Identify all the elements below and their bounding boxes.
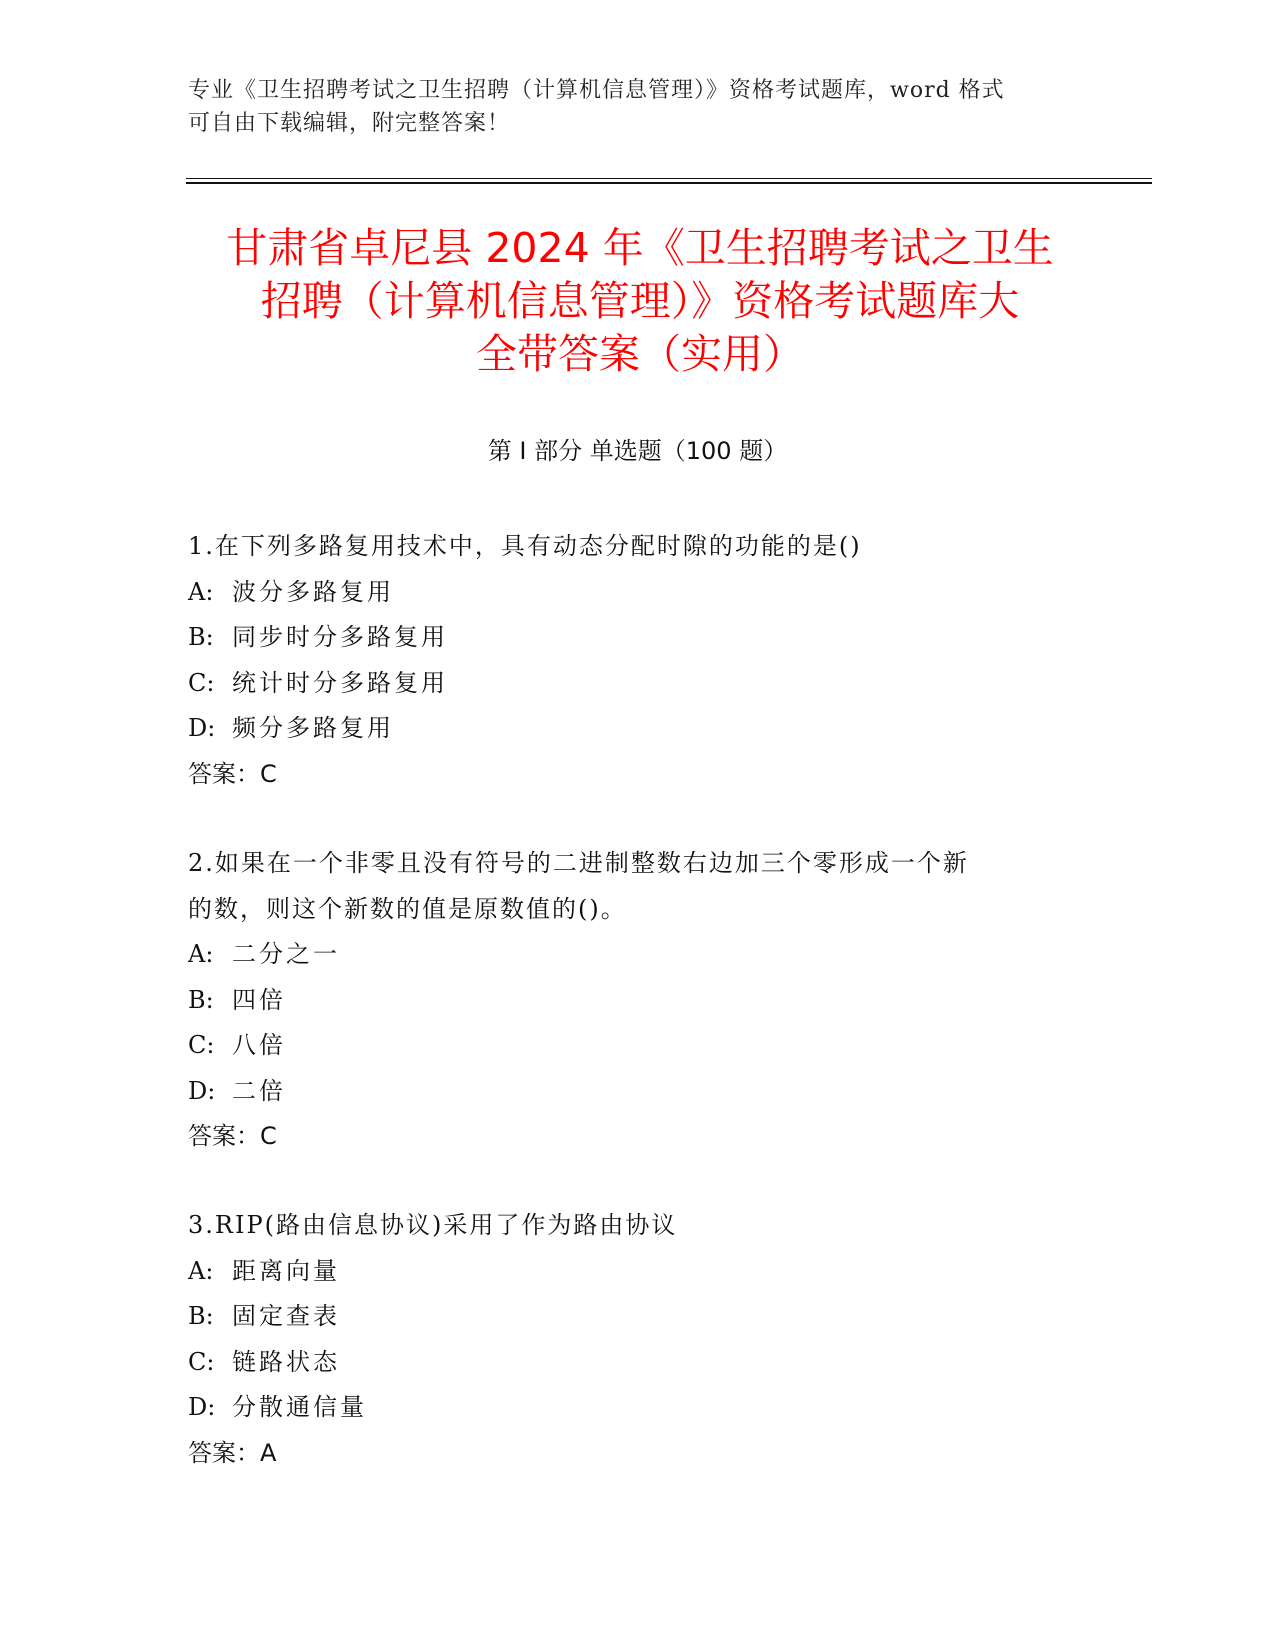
option-a [188, 570, 1088, 616]
option-key: C: [188, 668, 215, 697]
question-3 [188, 1203, 1088, 1476]
option-d [188, 1385, 1088, 1431]
header-note-line-1: 专业《卫生招聘考试之卫生招聘（计算机信息管理）》资格考试题库，word 格式 [188, 78, 1005, 103]
option-d [188, 706, 1088, 752]
document-title [160, 222, 1120, 381]
answer-line: 答案：A [188, 1438, 277, 1467]
section-title: 第 I 部分 单选题（100 题） [487, 437, 788, 465]
option-text: 二分之一 [232, 940, 340, 968]
header-note [188, 74, 1088, 140]
option-text: 链路状态 [232, 1347, 340, 1376]
question-stem: 3.RIP(路由信息协议)采用了作为路由协议 [188, 1211, 678, 1239]
option-key: D: [188, 1076, 216, 1105]
option-text: 八倍 [232, 1031, 286, 1059]
option-b [188, 1294, 1088, 1340]
option-key: C: [188, 1347, 215, 1376]
option-key: D: [188, 1393, 216, 1421]
option-b [188, 615, 1088, 661]
option-key: A: [188, 940, 214, 968]
option-text: 分散通信量 [232, 1393, 367, 1421]
option-text: 距离向量 [232, 1256, 340, 1285]
option-key: C: [188, 1031, 215, 1059]
question-stem: 2.如果在一个非零且没有符号的二进制整数右边加三个零形成一个新 [188, 849, 969, 877]
option-text: 固定查表 [232, 1302, 340, 1330]
question-stem-continued: 的数，则这个新数的值是原数值的()。 [188, 894, 627, 923]
question-1 [188, 524, 1088, 797]
option-c [188, 1023, 1088, 1069]
option-text: 同步时分多路复用 [232, 623, 448, 651]
document-title-line-2: 招聘（计算机信息管理）》资格考试题库大 [260, 277, 1020, 325]
option-text: 统计时分多路复用 [232, 668, 448, 697]
option-key: B: [188, 985, 214, 1014]
option-c [188, 1340, 1088, 1386]
option-text: 四倍 [232, 985, 286, 1014]
option-key: A: [188, 577, 214, 606]
option-text: 波分多路复用 [232, 577, 394, 606]
option-a [188, 1249, 1088, 1295]
option-d [188, 1069, 1088, 1115]
answer-line: 答案：C [188, 759, 277, 788]
document-title-line-3: 全带答案（实用） [476, 330, 804, 378]
document-title-line-1: 甘肃省卓尼县 2024 年《卫生招聘考试之卫生 [226, 224, 1054, 272]
answer-line: 答案：C [188, 1122, 277, 1150]
option-text: 频分多路复用 [232, 714, 394, 742]
option-text: 二倍 [232, 1076, 286, 1105]
header-divider-thin [186, 178, 1152, 179]
option-key: B: [188, 623, 214, 651]
option-a [188, 932, 1088, 978]
option-key: B: [188, 1302, 214, 1330]
option-b [188, 978, 1088, 1024]
header-note-line-2: 可自由下载编辑，附完整答案！ [188, 111, 511, 136]
question-2 [188, 841, 1088, 1160]
option-key: A: [188, 1256, 214, 1285]
option-c [188, 661, 1088, 707]
question-stem: 1.在下列多路复用技术中，具有动态分配时隙的功能的是() [188, 532, 862, 560]
option-key: D: [188, 714, 216, 742]
header-divider-thick [186, 182, 1152, 184]
